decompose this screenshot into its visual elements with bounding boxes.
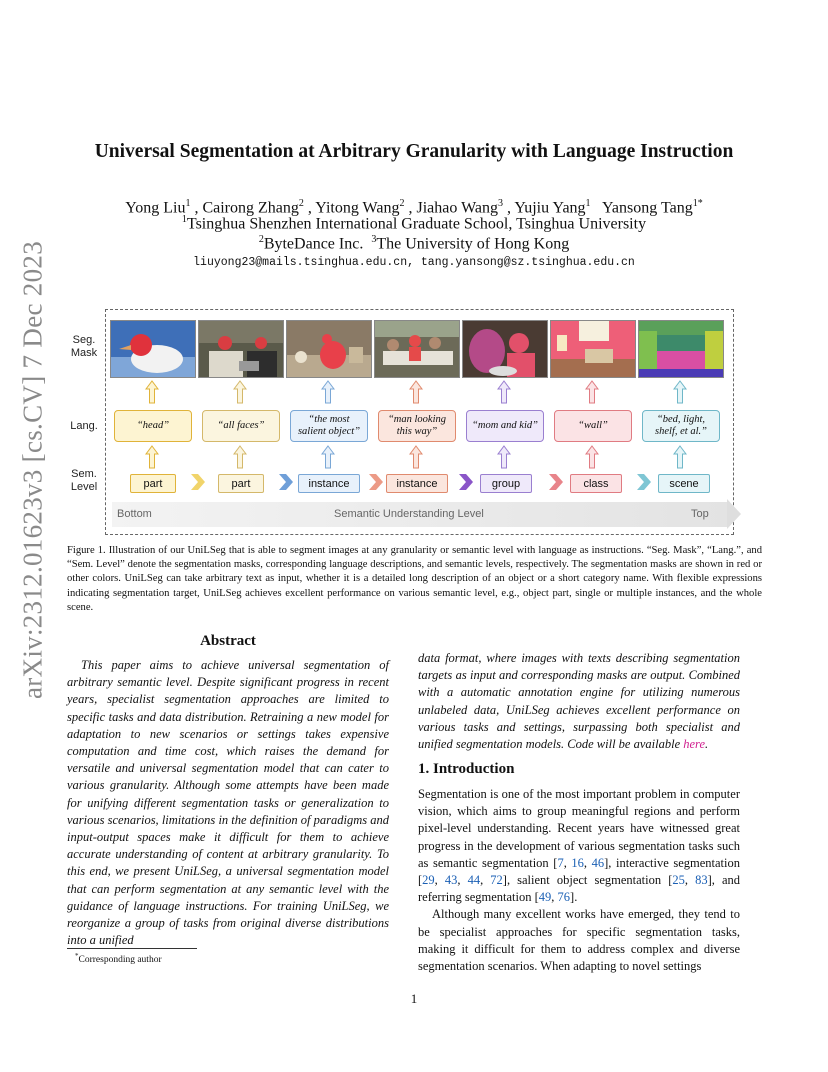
up-arrow-icon [673,445,687,469]
lang-box-salient-object: “the most salient object” [290,410,368,442]
seg-mask-image-scene [638,320,724,378]
up-arrow-icon [321,445,335,469]
citation-link[interactable]: 49 [538,890,552,905]
chevron-right-icon [458,473,474,491]
up-arrow-icon [233,445,247,469]
chevron-right-icon [368,473,384,491]
author-name: Yitong Wang [315,199,400,217]
up-arrow-icon [145,380,159,404]
up-arrow-icon [497,445,511,469]
author-affil-mark: 1 [585,198,591,209]
affil-text-1: Tsinghua Shenzhen International Graduate School, Tsinghua University [186,215,647,233]
citation-link[interactable]: 29 [422,873,435,888]
chevron-right-icon [548,473,564,491]
seg-mask-image-mom-kid [462,320,548,378]
abstract-end: . [705,737,709,752]
author-separator: , [303,199,316,217]
chevron-right-icon [190,473,206,491]
seg-mask-image-head [110,320,196,378]
row-label-lang: Lang. [70,420,98,432]
bar-label-top: Top [691,508,709,520]
level-part-2: part [218,474,264,493]
row-label-seg-mask: Seg. Mask [70,334,98,359]
author-separator: , [404,199,417,217]
affiliation-2 [60,234,768,253]
abstract-heading: Abstract [200,633,256,649]
seg-mask-image-faces [198,320,284,378]
author-separator: , [190,199,203,217]
citation-link[interactable]: 25 [672,873,685,888]
abstract-body: This paper aims to achieve universal segmentation of arbitrary semantic level. Despite significant progress in recent years, specialist segmentation approaches are limited to specific tasks and data distribution. Retraining a new model for adaptation to new scenarios or settings takes expensive computation and time cost, which raises the demand for versatile and universal segmentation model that can cater to various granularity. Although some attempts have been made for unifying different segmentation tasks or generalization to various scenarios, limitations in the definition of paradigms and input-output spaces make it difficult for them to achieve accurate understanding of content at arbitrary granularity. To this end, we present UniLSeg, a universal segmentation model that can perform segmentation at any semantic level with the guidance of language instructions. For training UniLSeg, we reorganize a group of tasks from original diverse distributions into a unified [67,658,389,948]
up-arrow-icon [321,380,335,404]
citation-link[interactable]: 7 [557,855,564,870]
author-affil-mark: 2 [399,198,405,209]
citation-link[interactable]: 43 [444,873,458,888]
author-name: Jiahao Wang [416,199,498,217]
level-instance-2: instance [386,474,448,493]
lang-box-scene: “bed, light, shelf, et al.” [642,410,720,442]
level-class: class [570,474,622,493]
lang-box-head: “head” [114,410,192,442]
author-name: Yansong Tang [601,199,693,217]
chevron-right-icon [278,473,294,491]
affil-text-3: The University of Hong Kong [376,235,570,253]
affil-mark-1: 1 [181,214,187,225]
footnote: *Corresponding author [75,952,162,966]
author-affil-mark: 1 [185,198,191,209]
citation-link[interactable]: 76 [557,890,571,905]
lang-box-all-faces: “all faces” [202,410,280,442]
citation-link[interactable]: 16 [571,855,584,870]
up-arrow-icon [145,445,159,469]
arxiv-id[interactable]: arXiv:2312.01623v3 [cs.CV] 7 Dec 2023 [17,240,48,700]
up-arrow-icon [409,380,423,404]
level-part-1: part [130,474,176,493]
up-arrow-icon [233,380,247,404]
page-number: 1 [410,991,418,1006]
affil-mark-2: 2 [258,234,264,245]
intro-paragraph-2: Although many excellent works have emerged, they tend to be specialist approaches for specific segmentation tasks, making it difficult for them to address complex and diverse segmentation scenarios. When adapting to novel settings [418,907,740,974]
figure-1 [70,309,734,535]
arxiv-stamp [8,240,58,700]
paper-title: Universal Segmentation at Arbitrary Granularity with Language Instruction [94,141,734,162]
author-name: Yong Liu [125,199,186,217]
up-arrow-icon [497,380,511,404]
author-separator: , [503,199,515,217]
level-scene: scene [658,474,710,493]
abstract-continued [418,650,740,753]
row-label-sem-level: Sem. Level [70,468,98,493]
author-affil-mark: 3 [498,198,503,209]
up-arrow-icon [585,380,599,404]
bar-label-center: Semantic Understanding Level [334,508,484,520]
code-link[interactable]: here [683,737,705,752]
bar-label-bottom: Bottom [117,508,152,520]
chevron-right-icon [636,473,652,491]
level-group: group [480,474,532,493]
seg-mask-image-wall [550,320,636,378]
affiliation-1 [60,214,768,233]
figure-caption: Figure 1. Illustration of our UniLSeg that is able to segment images at any granularity or semantic level with language as instructions. “Seg. Mask”, “Lang.”, and “Sem. Level” denote the segmentation masks, corresponding language descriptions, and semantic levels, respectively. The segmentation masks are shown in red or other colors. UniLSeg can take arbitrary text as input, whether it is a detailed long description of an object or a short category name. With flexible expressions indicating segmentation target, UniLSeg achieves excellent performance on various semantic level, e.g., object part, single or multiple instances, and the whole scene. [67,545,762,613]
affil-text-2: ByteDance Inc. [263,235,364,253]
level-instance-1: instance [298,474,360,493]
seg-mask-image-man [374,320,460,378]
lang-box-mom-kid: “mom and kid” [466,410,544,442]
citation-link[interactable]: 72 [490,873,503,888]
intro-body [418,786,740,975]
lang-box-wall: “wall” [554,410,632,442]
intro-heading: 1. Introduction [418,761,515,777]
seg-mask-image-salient [286,320,372,378]
author-name: Cairong Zhang [202,199,299,217]
citation-link[interactable]: 83 [695,873,708,888]
affil-mark-3: 3 [371,234,377,245]
up-arrow-icon [673,380,687,404]
citation-link[interactable]: 44 [467,873,481,888]
footnote-rule [67,948,197,949]
citation-link[interactable]: 46 [591,855,605,870]
lang-box-man-looking: “man looking this way” [378,410,456,442]
up-arrow-icon [409,445,423,469]
author-affil-mark: 2 [298,198,304,209]
author-emails[interactable]: liuyong23@mails.tsinghua.edu.cn, tang.yansong@sz.tsinghua.edu.cn [193,256,635,269]
author-name: Yujiu Yang [514,199,586,217]
author-affil-mark: 1* [692,198,703,209]
abstract-continued-text: data format, where images with texts describing segmentation targets as input and corresponding masks are output. Combined with a automatic annotation engine for utilizing numerous unlabeled data, UniLSeg achieves excellent performance on various tasks and settings, surpassing both specialist and unified segmentation models. Code will be available [418,651,740,752]
intro-paragraph-1: Segmentation is one of the most important problem in computer vision, which aims to group meaningful regions and perform pixel-level understanding. Recent years have witnessed great progress in the development of various segmentation tasks such as semantic segmentation [7, 16, 46], interactive segmentation [29, 43, 44, 72], salient object segmentation [25, 83], and referring segmentation [49, 76]. [418,787,740,905]
up-arrow-icon [585,445,599,469]
